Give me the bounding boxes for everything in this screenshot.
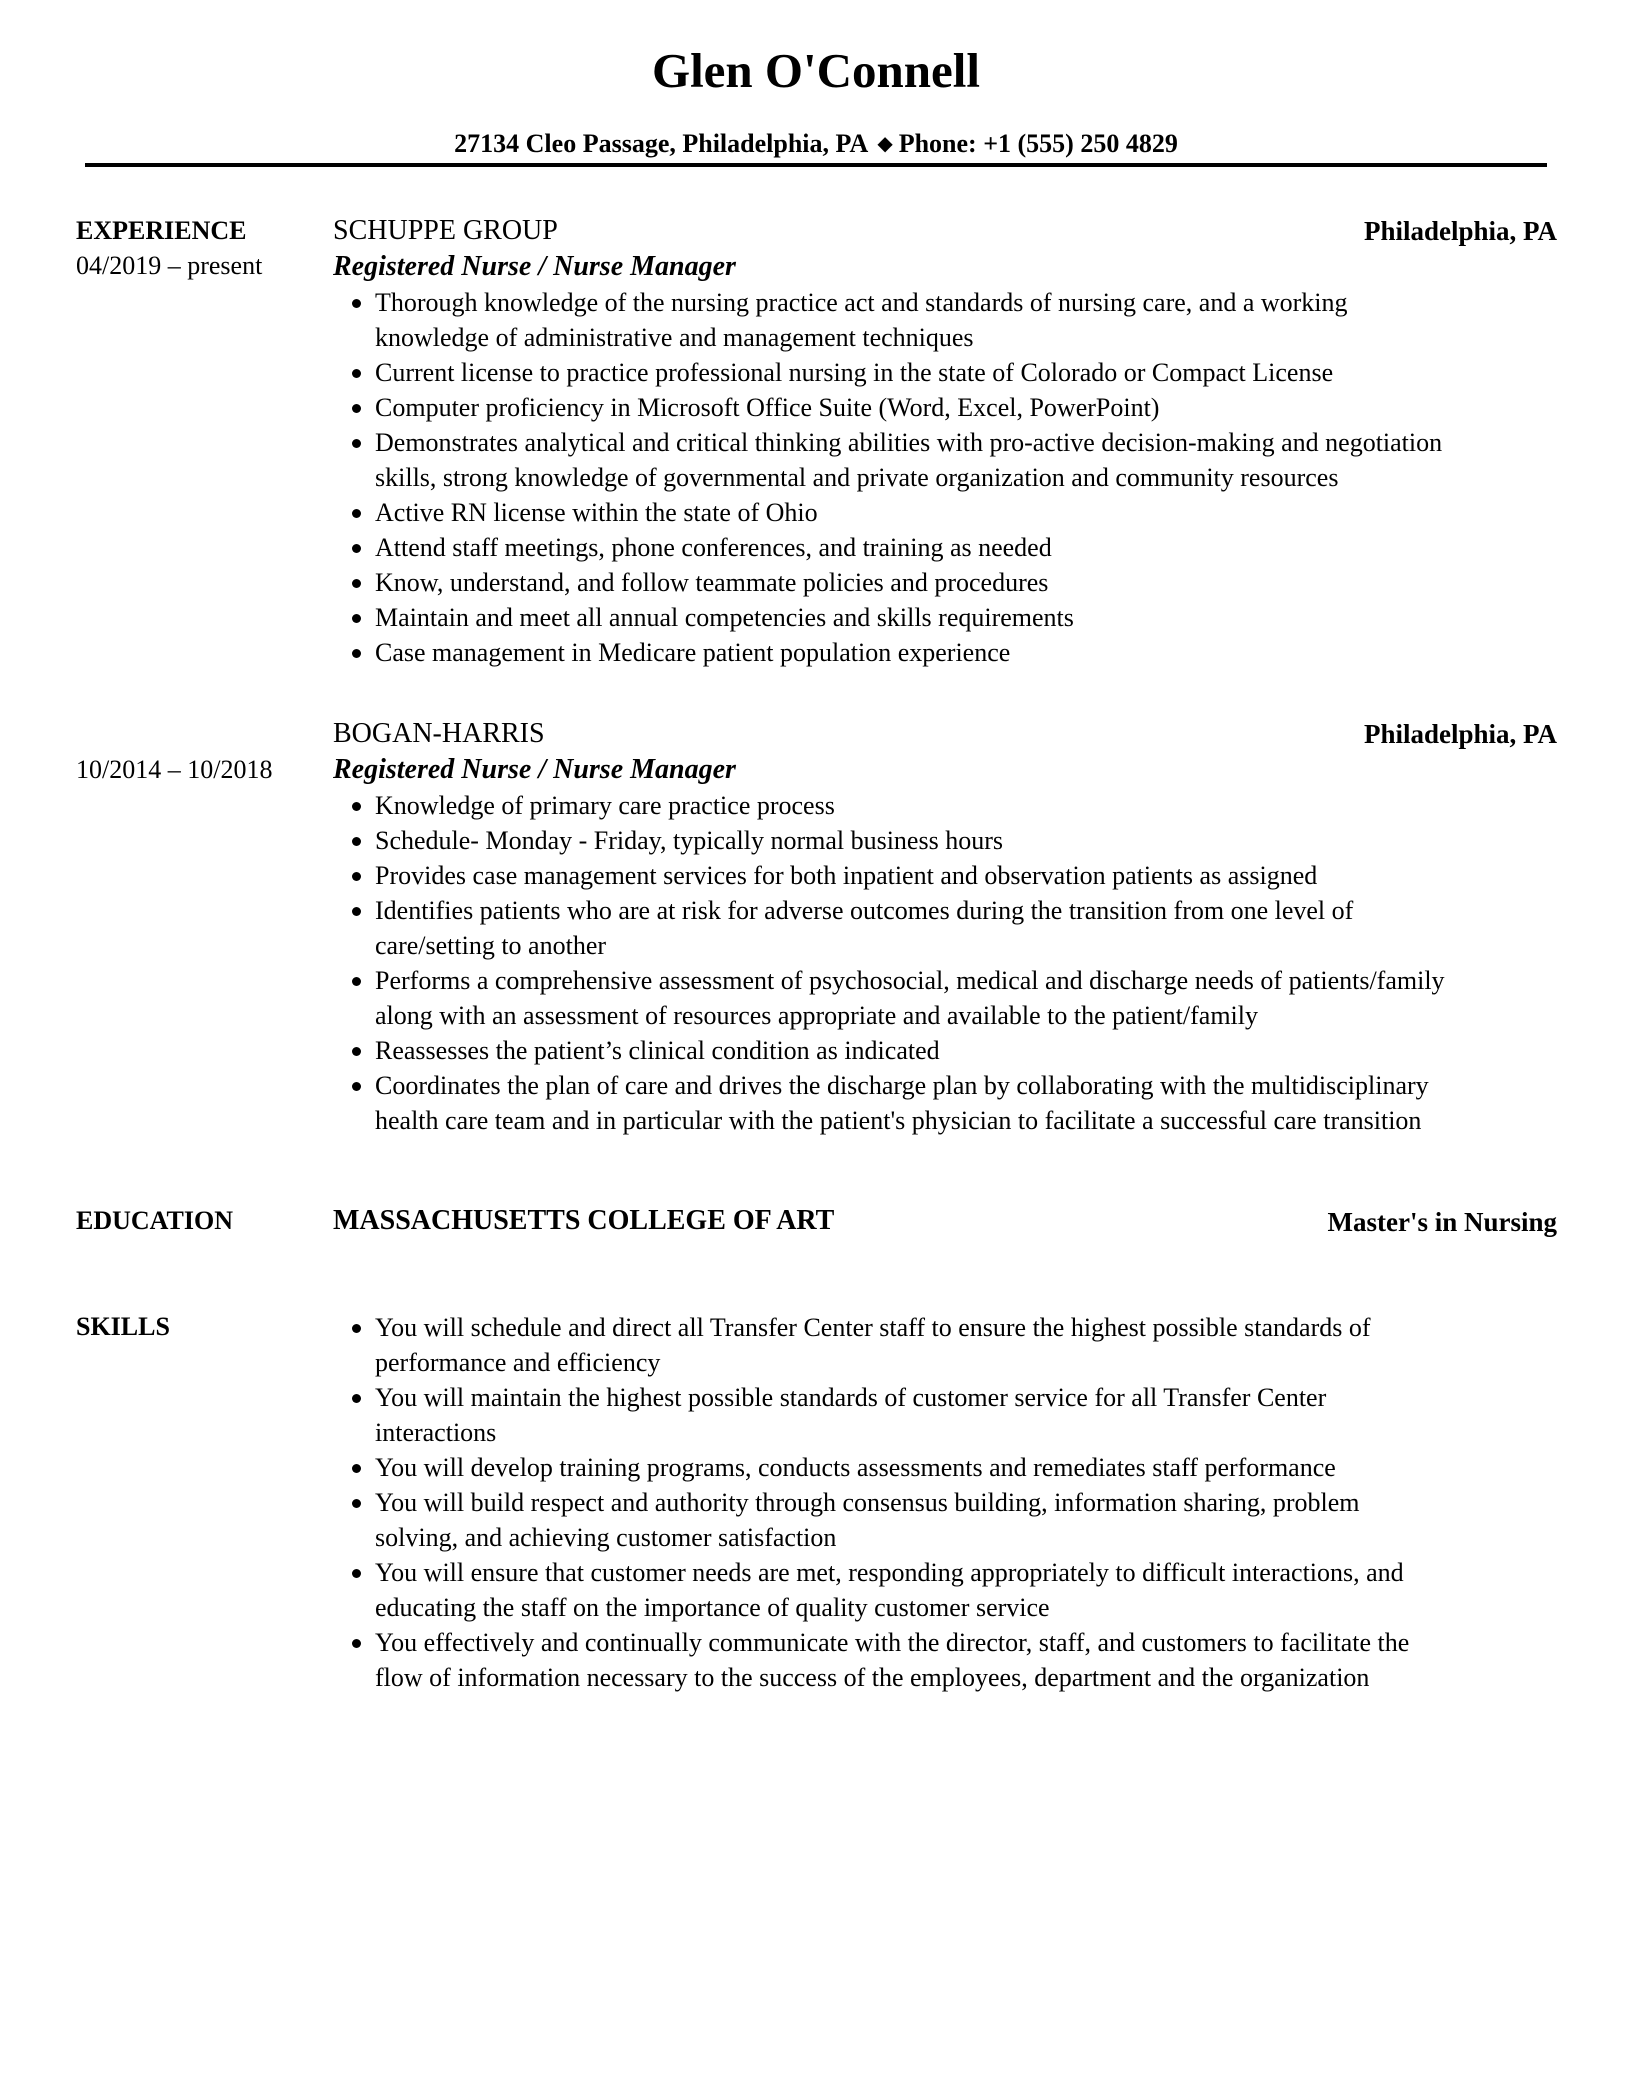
- bullet-item: [340, 1625, 1570, 1695]
- skills-bullets: [340, 1310, 1570, 1695]
- bullet-text: health care team and in particular with the patient's physician to facilitate a successful care transition: [375, 1106, 1422, 1135]
- bullet-icon: [352, 404, 361, 413]
- bullet-icon: [352, 299, 361, 308]
- bullet-icon: [352, 907, 361, 916]
- bullet-text: You will schedule and direct all Transfer Center staff to ensure the highest possible standards of: [375, 1313, 1371, 1342]
- experience-heading: EXPERIENCE: [76, 216, 247, 245]
- job-2-title: Registered Nurse / Nurse Manager: [333, 754, 736, 785]
- job-1-company: SCHUPPE GROUP: [333, 215, 558, 246]
- bullet-text: Thorough knowledge of the nursing practice act and standards of nursing care, and a working: [375, 288, 1348, 317]
- bullet-icon: [352, 837, 361, 846]
- bullet-text: care/setting to another: [375, 931, 607, 960]
- job-2-location: Philadelphia, PA: [1363, 719, 1557, 749]
- bullet-icon: [352, 509, 361, 518]
- bullet-item: [340, 600, 1570, 635]
- bullet-icon: [352, 614, 361, 623]
- bullet-item: [340, 1485, 1570, 1555]
- bullet-icon: [352, 872, 361, 881]
- education-degree: Master's in Nursing: [1327, 1207, 1557, 1237]
- bullet-item: [340, 495, 1570, 530]
- phone: Phone: +1 (555) 250 4829: [898, 129, 1178, 158]
- bullet-text: Active RN license within the state of Ohio: [375, 498, 818, 527]
- bullet-item: [340, 285, 1570, 355]
- bullet-text: Provides case management services for both inpatient and observation patients as assigned: [375, 861, 1318, 890]
- bullet-icon: [352, 439, 361, 448]
- candidate-name: Glen O'Connell: [651, 43, 981, 98]
- bullet-item: [340, 355, 1570, 390]
- bullet-icon: [352, 579, 361, 588]
- bullet-item: [340, 823, 1570, 858]
- bullet-item: [340, 1033, 1570, 1068]
- bullet-item: [340, 788, 1570, 823]
- skills-heading: SKILLS: [76, 1312, 170, 1341]
- bullet-text: Current license to practice professional nursing in the state of Colorado or Compact License: [375, 358, 1334, 387]
- bullet-item: [340, 565, 1570, 600]
- bullet-item: [340, 963, 1570, 1033]
- bullet-text: educating the staff on the importance of quality customer service: [375, 1593, 1050, 1622]
- bullet-text: You will maintain the highest possible standards of customer service for all Transfer Center: [375, 1383, 1327, 1412]
- job-2-dates: 10/2014 – 10/2018: [76, 755, 273, 784]
- job-1-location: Philadelphia, PA: [1363, 216, 1557, 246]
- job-2-bullets: [340, 788, 1570, 1138]
- bullet-item: [340, 390, 1570, 425]
- bullet-icon: [352, 544, 361, 553]
- bullet-text: knowledge of administrative and management techniques: [375, 323, 974, 352]
- header-divider: [85, 163, 1547, 167]
- bullet-icon: [352, 1082, 361, 1091]
- bullet-icon: [352, 977, 361, 986]
- diamond-separator-icon: ◆: [877, 133, 893, 155]
- bullet-icon: [352, 369, 361, 378]
- bullet-text: along with an assessment of resources appropriate and available to the patient/family: [375, 1001, 1258, 1030]
- bullet-text: interactions: [375, 1418, 497, 1447]
- bullet-text: flow of information necessary to the success of the employees, department and the organization: [375, 1663, 1370, 1692]
- bullet-item: [340, 1380, 1570, 1450]
- bullet-text: Demonstrates analytical and critical thinking abilities with pro-active decision-making and negotiation: [375, 428, 1443, 457]
- bullet-item: [340, 1450, 1570, 1485]
- bullet-text: Identifies patients who are at risk for adverse outcomes during the transition from one level of: [375, 896, 1354, 925]
- bullet-text: Knowledge of primary care practice process: [375, 791, 835, 820]
- bullet-icon: [352, 1394, 361, 1403]
- bullet-text: solving, and achieving customer satisfaction: [375, 1523, 837, 1552]
- bullet-icon: [352, 802, 361, 811]
- bullet-item: [340, 893, 1570, 963]
- bullet-icon: [352, 1047, 361, 1056]
- bullet-icon: [352, 1499, 361, 1508]
- bullet-text: Computer proficiency in Microsoft Office Suite (Word, Excel, PowerPoint): [375, 393, 1160, 422]
- bullet-text: Performs a comprehensive assessment of psychosocial, medical and discharge needs of patients/family: [375, 966, 1445, 995]
- bullet-icon: [352, 1569, 361, 1578]
- education-heading: EDUCATION: [76, 1206, 233, 1235]
- bullet-text: skills, strong knowledge of governmental and private organization and community resources: [375, 463, 1339, 492]
- bullet-item: [340, 1555, 1570, 1625]
- bullet-icon: [352, 649, 361, 658]
- job-1-bullets: [340, 285, 1570, 670]
- bullet-item: [340, 1310, 1570, 1380]
- job-2-company: BOGAN-HARRIS: [333, 718, 545, 749]
- contact-line: [0, 126, 1632, 162]
- bullet-text: You will build respect and authority through consensus building, information sharing, problem: [375, 1488, 1360, 1517]
- bullet-text: You will ensure that customer needs are met, responding appropriately to difficult interactions, and: [375, 1558, 1404, 1587]
- job-1-dates: 04/2019 – present: [76, 251, 263, 280]
- bullet-icon: [352, 1464, 361, 1473]
- bullet-text: performance and efficiency: [375, 1348, 661, 1377]
- education-school: MASSACHUSETTS COLLEGE OF ART: [333, 1205, 835, 1236]
- bullet-item: [340, 858, 1570, 893]
- bullet-item: [340, 530, 1570, 565]
- bullet-item: [340, 1068, 1570, 1138]
- bullet-text: You will develop training programs, conducts assessments and remediates staff performance: [375, 1453, 1336, 1482]
- bullet-icon: [352, 1639, 361, 1648]
- bullet-text: Case management in Medicare patient population experience: [375, 638, 1011, 667]
- bullet-text: Coordinates the plan of care and drives the discharge plan by collaborating with the multidisciplinary: [375, 1071, 1429, 1100]
- bullet-text: Reassesses the patient’s clinical condition as indicated: [375, 1036, 940, 1065]
- bullet-text: You effectively and continually communicate with the director, staff, and customers to facilitate the: [375, 1628, 1410, 1657]
- bullet-item: [340, 425, 1570, 495]
- bullet-item: [340, 635, 1570, 670]
- bullet-text: Maintain and meet all annual competencies and skills requirements: [375, 603, 1074, 632]
- job-1-title: Registered Nurse / Nurse Manager: [333, 251, 736, 282]
- address: 27134 Cleo Passage, Philadelphia, PA: [454, 129, 867, 158]
- bullet-text: Know, understand, and follow teammate policies and procedures: [375, 568, 1049, 597]
- bullet-icon: [352, 1324, 361, 1333]
- bullet-text: Schedule- Monday - Friday, typically normal business hours: [375, 826, 1003, 855]
- bullet-text: Attend staff meetings, phone conferences, and training as needed: [375, 533, 1052, 562]
